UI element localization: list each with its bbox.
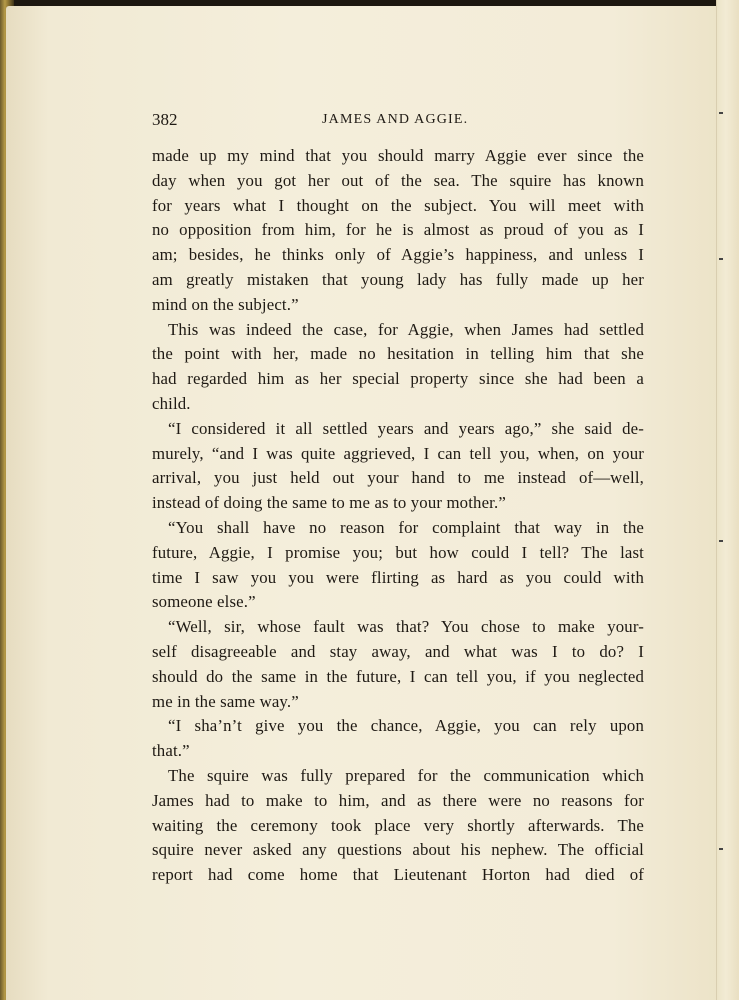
text-line: someone else.”	[152, 592, 256, 612]
page-number: 382	[152, 110, 178, 129]
text-line: the point with her, made no hesitation in telling him that she	[152, 344, 644, 364]
edge-mark	[719, 848, 723, 850]
text-line: mind on the subject.”	[152, 294, 299, 314]
text-line: “Well, sir, whose fault was that? You chose to make your-	[168, 617, 644, 637]
text-line: am; besides, he thinks only of Aggie’s happiness, and unless I	[152, 245, 644, 265]
text-line: James had to make to him, and as there were no reasons for	[152, 790, 644, 810]
text-line: me in the same way.”	[152, 691, 299, 711]
body-text	[152, 144, 644, 888]
text-line: future, Aggie, I promise you; but how could I tell? The last	[152, 542, 644, 562]
page-edge-right	[716, 0, 739, 1000]
text-line: child.	[152, 393, 191, 413]
edge-mark	[719, 540, 723, 542]
text-line: report had come home that Lieutenant Horton had died of	[152, 865, 644, 885]
text-line: time I saw you you were flirting as hard as you could with	[152, 567, 644, 587]
text-line: am greatly mistaken that young lady has fully made up her	[152, 269, 644, 289]
text-line: “I considered it all settled years and years ago,” she said de-	[168, 418, 644, 438]
edge-mark	[719, 112, 723, 114]
text-line: no opposition from him, for he is almost as proud of you as I	[152, 220, 644, 240]
text-line: day when you got her out of the sea. The squire has known	[152, 170, 644, 190]
text-line: had regarded him as her special property since she had been a	[152, 369, 644, 389]
text-line: for years what I thought on the subject. You will meet with	[152, 195, 644, 215]
book-page	[6, 6, 718, 1000]
text-line: arrival, you just held out your hand to me instead of—well,	[152, 468, 644, 488]
text-line: self disagreeable and stay away, and what was I to do? I	[152, 641, 644, 661]
text-line: that.”	[152, 741, 190, 761]
text-line: This was indeed the case, for Aggie, when James had settled	[168, 319, 644, 339]
text-line: should do the same in the future, I can tell you, if you neglected	[152, 666, 644, 686]
text-line: instead of doing the same to me as to your mother.”	[152, 493, 506, 513]
text-line: waiting the ceremony took place very shortly afterwards. The	[152, 815, 644, 835]
running-title: JAMES AND AGGIE.	[322, 112, 469, 127]
text-line: squire never asked any questions about his nephew. The official	[152, 840, 644, 860]
edge-mark	[719, 258, 723, 260]
text-line: murely, “and I was quite aggrieved, I can tell you, when, on your	[152, 443, 644, 463]
text-line: The squire was fully prepared for the communication which	[168, 765, 644, 785]
text-line: “I sha’n’t give you the chance, Aggie, you can rely upon	[168, 716, 644, 736]
text-line: made up my mind that you should marry Aggie ever since the	[152, 146, 644, 165]
text-line: “You shall have no reason for complaint that way in the	[168, 517, 644, 537]
running-head	[152, 110, 644, 130]
